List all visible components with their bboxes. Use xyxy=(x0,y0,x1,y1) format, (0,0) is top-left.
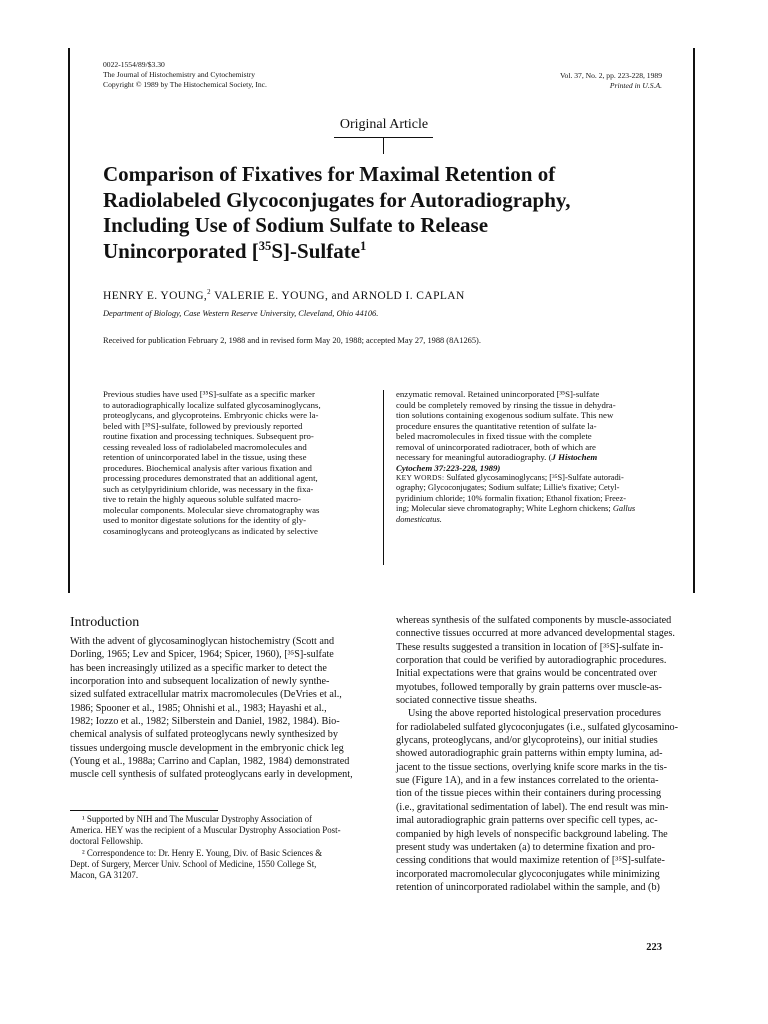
journal-copyright: Copyright © 1989 by The Histochemical Society, Inc. xyxy=(103,79,267,89)
footnotes xyxy=(70,814,370,881)
abstract-line: cessing revealed loss of radiolabeled macromolecules and xyxy=(103,441,307,452)
keyword-line xyxy=(396,504,662,514)
keyword-line: ography; Glycoconjugates; Sodium sulfate; Lillie's fixative; Cetyl- xyxy=(396,483,620,493)
article-type-tick xyxy=(383,137,384,154)
body-line: for radiolabeled sulfated glycoconjugates (i.e., sulfated glycosamino- xyxy=(396,721,679,733)
body-right-column xyxy=(396,614,696,894)
page-number: 223 xyxy=(646,942,662,953)
keyword-text: Sulfated glycosaminoglycans; [³⁵S]-Sulfate autoradi- xyxy=(444,473,624,482)
body-line: sue (Figure 1A), and in a few instances correlated to the orienta- xyxy=(396,775,659,787)
abstract-line: molecular components. Molecular sieve chromatography was xyxy=(103,504,320,515)
abstract-line: routine fixation and processing techniques. Subsequent pro- xyxy=(103,431,314,441)
abstract-divider xyxy=(383,390,384,565)
article-type-label: Original Article xyxy=(339,117,429,132)
abstract-line: retention of unincorporated label in the tissue, using these xyxy=(103,452,307,462)
abstract-line: cosaminoglycans and proteoglycans as indicated by selective xyxy=(103,525,318,536)
body-line: tissues undergoing muscle development in the embryonic chick leg xyxy=(70,742,344,754)
keyword-species: Gallus xyxy=(612,504,636,514)
journal-citation: J Histochem xyxy=(551,452,598,462)
abstract-right-column xyxy=(396,389,662,525)
body-line: incorporated macromolecular glycoconjugates while minimizing xyxy=(396,868,660,880)
body-line: muscle cell synthesis of sulfated proteoglycans early in development, xyxy=(70,769,353,781)
body-line: cessing conditions that would maximize retention of [³⁵S]-sulfate- xyxy=(396,855,665,867)
body-line: (Young et al., 1988a; Carrino and Caplan, 1982, 1984) demonstrated xyxy=(70,756,350,768)
journal-header-info xyxy=(103,60,267,89)
body-line: jacent to the tissue sections, overlying knife score marks in the tis- xyxy=(396,761,668,773)
abstract-line: could be completely removed by rinsing the tissue in dehydra- xyxy=(396,399,616,410)
abstract-left-column xyxy=(103,389,369,536)
body-line: Using the above reported histological preservation procedures xyxy=(408,708,661,720)
printed-in: Printed in U.S.A. xyxy=(609,80,662,90)
body-line: Dorling, 1965; Lev and Spicer, 1964; Spicer, 1960), [³⁵S]-sulfate xyxy=(70,649,334,661)
abstract-line: procedure ensures the quantitative retention of sulfate la- xyxy=(396,420,597,431)
footnote-marker: 1 xyxy=(360,238,367,253)
keyword-text: ing; Molecular sieve chromatography; White Leghorn chickens; xyxy=(396,504,613,514)
footnote-line: ² Correspondence to: Dr. Henry E. Young, Div. of Basic Sciences & xyxy=(82,847,323,858)
body-line: tion of the tissue pieces within their containers during processing xyxy=(396,788,662,800)
title-line: Radiolabeled Glycoconjugates for Autoradiography, xyxy=(103,187,571,212)
body-line: retention of unincorporated radiolabel within the sample, and (b) xyxy=(396,881,660,893)
title-text: Unincorporated [ xyxy=(103,238,259,263)
body-line: companied by high levels of nonspecific background labeling. The xyxy=(396,828,668,840)
body-line: imal autoradiographic grain patterns over specific cell types, ac- xyxy=(396,815,658,827)
title-line xyxy=(103,239,663,265)
abstract-line: beled with [³⁵S]-sulfate, followed by previously reported xyxy=(103,420,303,431)
body-line: Initial expectations were that grains would be concentrated over xyxy=(396,668,657,680)
body-line: sociated connective tissue sheaths. xyxy=(396,695,537,707)
abstract-line: removal of unincorporated radiotracer, both of which are xyxy=(396,441,596,452)
abstract-line: such as cetylpyridinium chloride, was necessary in the fixa- xyxy=(103,483,314,494)
volume-info xyxy=(560,71,662,91)
abstract-line: to autoradiographically localize sulfated glycosaminoglycans, xyxy=(103,399,321,410)
footnote-marker: 2 xyxy=(207,289,212,297)
journal-citation: Cytochem 37:223-228, 1989) xyxy=(396,462,501,473)
abstract-line xyxy=(396,452,662,463)
journal-issn: 0022-1554/89/$3.30 xyxy=(103,60,165,69)
keyword-line: domesticatus. xyxy=(396,514,442,524)
title-text: S]-Sulfate xyxy=(271,238,361,263)
volume-line: Vol. 37, No. 2, pp. 223-228, 1989 xyxy=(560,71,662,80)
keywords-label: KEY WORDS: xyxy=(396,473,445,482)
footnote-line: Macon, GA 31207. xyxy=(70,870,139,881)
abstract-line: enzymatic removal. Retained unincorporated [³⁵S]-sulfate xyxy=(396,389,600,399)
abstract-line: tive to retain the highly aqueous soluble sulfated macro- xyxy=(103,494,301,504)
abstract-text: necessary for meaningful autoradiography. ( xyxy=(396,452,552,462)
body-line: connective tissues occurred at more advanced developmental stages. xyxy=(396,628,675,640)
affiliation: Department of Biology, Case Western Reserve University, Cleveland, Ohio 44106. xyxy=(103,309,379,318)
body-line: corporation that could be verified by autoradiographic procedures. xyxy=(396,655,667,667)
body-line: showed autoradiographic grain patterns within empty lumina, ad- xyxy=(396,748,663,760)
abstract-line: proteoglycans, and glycoproteins. Embryonic chicks were la- xyxy=(103,410,319,420)
abstract-line: used to monitor digestate solutions for the identity of gly- xyxy=(103,515,307,525)
body-line: has been increasingly utilized as a specific marker to detect the xyxy=(70,662,327,674)
abstract-line: processing procedures demonstrated that an additional agent, xyxy=(103,473,318,483)
footnote-line: America. HEY was the recipient of a Muscular Dystrophy Association Post- xyxy=(70,825,341,836)
footnote-line: ¹ Supported by NIH and The Muscular Dystrophy Association of xyxy=(82,814,313,824)
body-line: incorporation into and subsequent localization of newly synthe- xyxy=(70,676,330,688)
body-line: These results suggested a transition in location of [³⁵S]-sulfate in- xyxy=(396,641,664,653)
journal-name: The Journal of Histochemistry and Cytochemistry xyxy=(103,69,256,79)
body-line: sized sulfated extracellular matrix macromolecules (DeVries et al., xyxy=(70,689,342,701)
abstract-line: Previous studies have used [³⁵S]-sulfate as a specific marker xyxy=(103,389,315,399)
body-line: glycans, proteoglycans, and/or glycoproteins), our initial studies xyxy=(396,735,658,747)
body-line: (i.e., gravitational sedimentation of label). The end result was min- xyxy=(396,801,669,813)
author-name: HENRY E. YOUNG, xyxy=(103,290,208,302)
body-line: myotubes, followed temporally by grain patterns over muscle-as- xyxy=(396,681,662,693)
article-title xyxy=(103,162,663,264)
isotope-superscript: 35 xyxy=(258,238,272,253)
section-heading: Introduction xyxy=(70,615,140,630)
body-line: 1986; Spooner et al., 1985; Ohnishi et al., 1983; Hayashi et al., xyxy=(70,702,327,714)
footnote-line: Dept. of Surgery, Mercer Univ. School of Medicine, 1550 College St, xyxy=(70,858,317,869)
author-names: VALERIE E. YOUNG, and ARNOLD I. CAPLAN xyxy=(211,290,465,302)
author-list xyxy=(103,290,465,302)
body-line: 1982; Iozzo et al., 1982; Silberstein and Daniel, 1982, 1984). Bio- xyxy=(70,716,340,728)
abstract-line: beled macromolecules in fixed tissue with the complete xyxy=(396,431,592,441)
keyword-line xyxy=(396,473,662,483)
body-line: With the advent of glycosaminoglycan histochemistry (Scott and xyxy=(70,636,335,647)
title-line: Comparison of Fixatives for Maximal Retention of xyxy=(103,162,556,186)
body-line: whereas synthesis of the sulfated components by muscle-associated xyxy=(396,615,672,626)
keywords xyxy=(396,473,662,525)
received-dates: Received for publication February 2, 1988 and in revised form May 20, 1988; accepted May 27, 1988 (8A1265). xyxy=(103,336,481,345)
footnote-rule xyxy=(70,810,218,811)
body-left-column xyxy=(70,635,370,782)
body-line: present study was undertaken (a) to determine fixation and pro- xyxy=(396,841,655,853)
keyword-line: pyridinium chloride; 10% formalin fixation; Ethanol fixation; Freez- xyxy=(396,493,627,503)
abstract-line: procedures. Biochemical analysis after various fixation and xyxy=(103,462,312,473)
abstract-line: tion solutions containing exogenous sodium sulfate. This new xyxy=(396,410,614,420)
title-line: Including Use of Sodium Sulfate to Release xyxy=(103,213,489,237)
body-line: chemical analysis of sulfated proteoglycans newly synthesized by xyxy=(70,729,338,741)
footnote-line: doctoral Fellowship. xyxy=(70,836,143,847)
